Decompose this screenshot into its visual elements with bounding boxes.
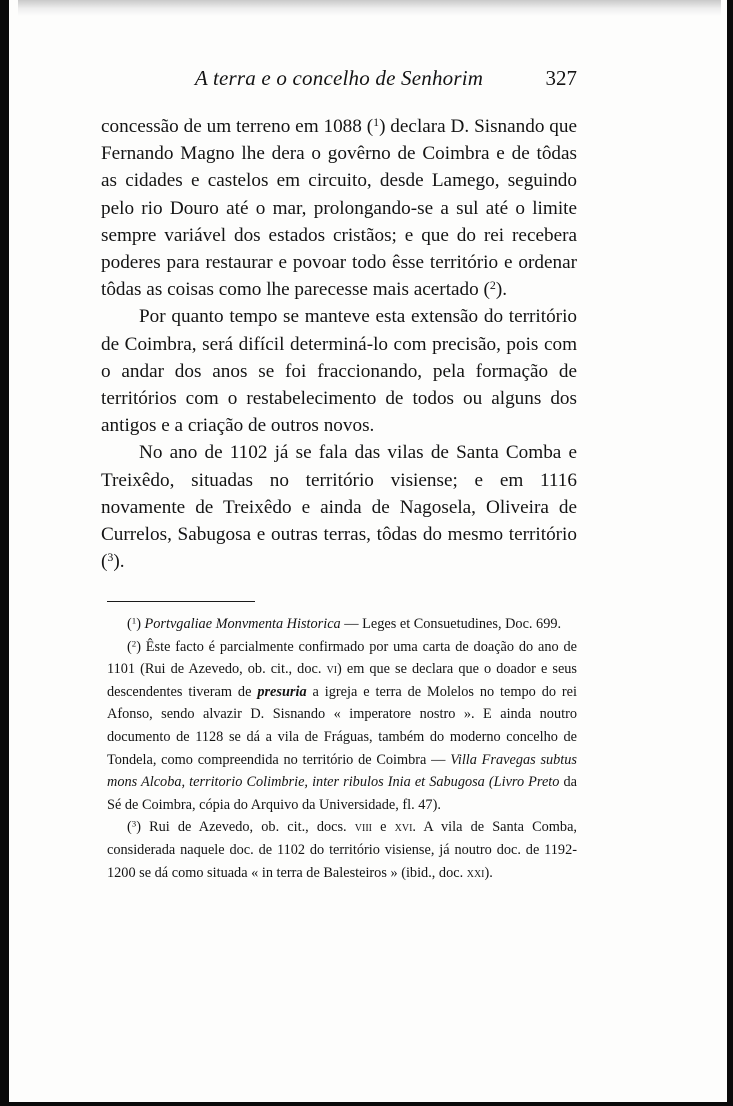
footnote-2-open: ( xyxy=(127,638,132,655)
footnote-2-close: ) xyxy=(136,638,141,655)
footnotes xyxy=(107,613,577,884)
footnote-3-text-a: Rui de Azevedo, ob. cit., docs. xyxy=(140,819,355,836)
footnote-3-text-d: ). xyxy=(484,864,493,881)
paragraph-3-text-b: ). xyxy=(113,551,125,573)
footnote-2-text-d: da Sé de Coimbra, cópia do Arquivo da Universidade, fl. 47). xyxy=(107,774,577,813)
scan-shadow xyxy=(18,0,721,16)
footnote-3-close: ) xyxy=(136,819,141,836)
footnote-1-mark: 1 xyxy=(131,615,137,626)
footnote-3-doc-a: viii xyxy=(354,819,372,835)
footnote-2-mark: 2 xyxy=(131,638,137,649)
footnote-1-close: ) xyxy=(136,616,141,632)
footnote-3 xyxy=(107,816,577,884)
paragraph-3-text-a: No ano de 1102 já se fala das vilas de Santa Comba e Treixêdo, situadas no território visiense; e em 1116 novamente de Treixêdo e ainda de Nagosela, Oliveira de Currelos, Sabugosa e outras terras, tôdas do mesmo território ( xyxy=(101,442,577,573)
paragraph-3 xyxy=(101,439,577,575)
footnote-3-text-b: e xyxy=(372,819,395,836)
body-text xyxy=(101,113,577,575)
footnote-1-title: Portvgaliae Monvmenta Historica xyxy=(144,616,341,632)
footnote-ref-1: 1 xyxy=(373,115,380,130)
footnote-3-doc-c: xxi xyxy=(466,864,485,880)
footnote-1-open: ( xyxy=(127,616,132,632)
paragraph-1-text-c: ). xyxy=(495,279,508,301)
footnote-1-rest: — Leges et Consuetudines, Doc. 699. xyxy=(340,616,562,632)
footnote-3-open: ( xyxy=(127,819,132,836)
footnote-ref-2: 2 xyxy=(489,278,496,293)
footnote-3-doc-b: xvi xyxy=(394,819,413,835)
footnote-ref-3: 3 xyxy=(107,550,114,565)
running-title: A terra e o concelho de Senhorim xyxy=(194,66,484,90)
page-number: 327 xyxy=(545,66,577,90)
footnote-2-text-a: Êste facto é parcialmente confirmado por uma carta de doação do ano de 1101 (Rui de Azevedo, ob. cit., doc. xyxy=(107,638,577,678)
paragraph-1 xyxy=(101,113,577,303)
footnote-2-latin: Villa Fravegas subtus mons Alcoba, territorio Colimbrie, inter ribulos Inia et Sabugosa (Livro Preto xyxy=(107,751,577,791)
footnote-1 xyxy=(107,613,577,636)
paragraph-1-text-a: concessão de um terreno em 1088 ( xyxy=(101,116,374,137)
footnote-3-mark: 3 xyxy=(131,818,137,829)
paragraph-1-text-b: ) declara D. Sisnando que Fernando Magno lhe dera o govêrno de Coimbra e de tôdas as cidades e castelos em circuito, desde Lamego, seguindo pelo rio Douro até o mar, prolongando-se a sul até o limite sempre variável dos estados cristãos; e que do rei recebera poderes para restaurar e povoar todo êsse território e ordenar tôdas as coisas como lhe parecesse mais acertado ( xyxy=(101,116,577,301)
footnote-2-text-c: a igreja e terra de Molelos no tempo do rei Afonso, sendo alvazir D. Sisnando « imperatore nostro ». E ainda noutro documento de 1128 se dá a vila de Fráguas, também do moderno concelho de Tondela, como compreendida no território de Coimbra — xyxy=(107,683,577,768)
paragraph-2: Por quanto tempo se manteve esta extensão do território de Coimbra, será difícil determiná-lo com precisão, pois com o andar dos anos se foi fraccionando, pela formação de territórios com o restabelecimento de todos ou alguns dos antigos e a criação de outros novos. xyxy=(101,306,577,437)
footnote-divider xyxy=(107,601,255,602)
footnote-2-presuria: presuria xyxy=(257,683,307,700)
footnote-2 xyxy=(107,636,577,817)
footnote-3-text-c: . A vila de Santa Comba, considerada naquele doc. de 1102 do território visiense, já noutro doc. de 1192-1200 se dá como situada « in terra de Balesteiros » (ibid., doc. xyxy=(107,819,577,881)
footnote-2-doc-number: vi xyxy=(326,661,338,677)
page-header xyxy=(101,66,577,96)
footnote-2-text-b: ) em que se declara que o doador e seus descendentes tiveram de xyxy=(107,661,577,700)
